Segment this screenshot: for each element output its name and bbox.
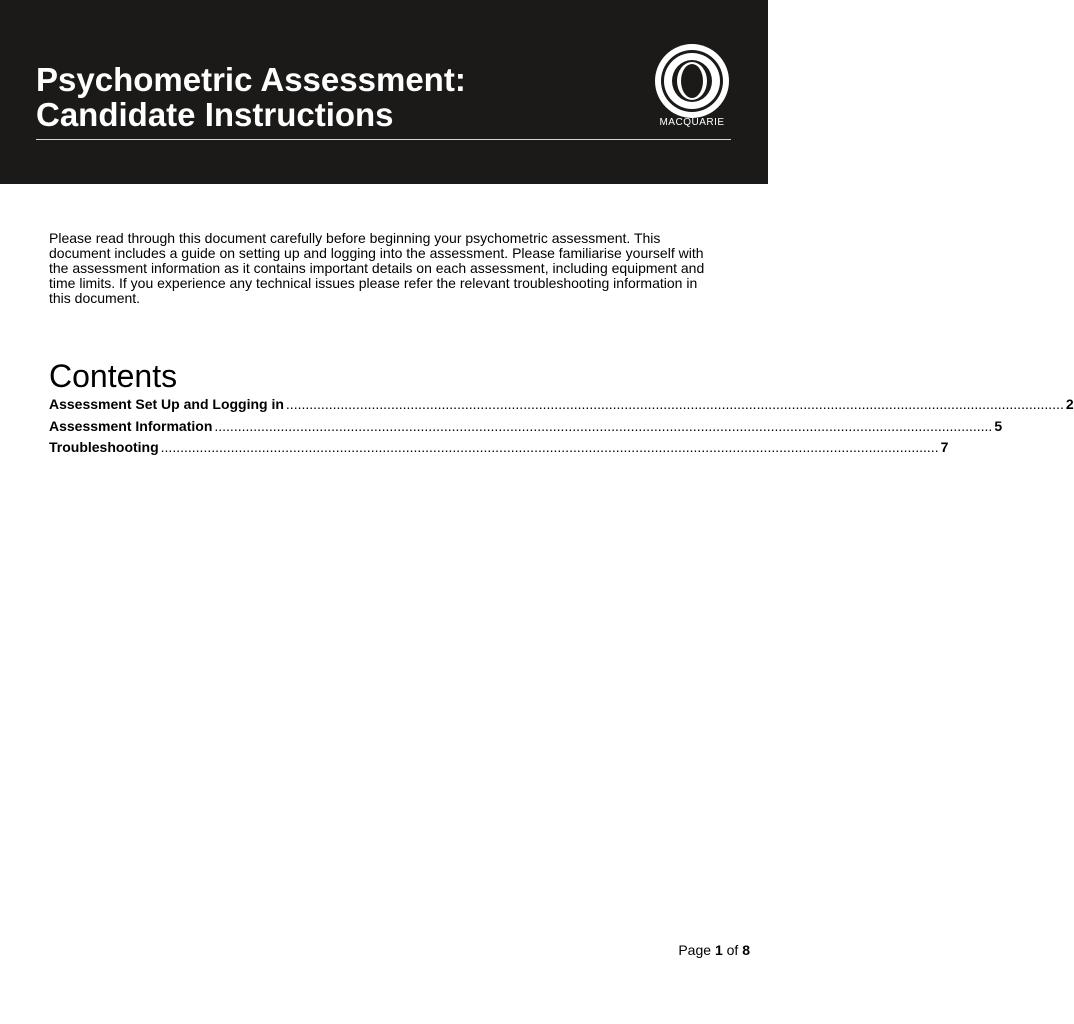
document-title-line-1: Psychometric Assessment:	[36, 61, 466, 98]
macquarie-logo	[652, 47, 732, 129]
toc-item-setup[interactable]	[49, 394, 1074, 416]
toc-item-page[interactable]: 2	[1065, 396, 1074, 412]
toc-leader-dots: ........................................................................................................................................................................................................	[285, 396, 1064, 412]
toc-item-label[interactable]: Troubleshooting	[49, 439, 159, 455]
page-label: Page	[678, 942, 712, 958]
document-title	[36, 62, 466, 132]
logo-wordmark: MACQUARIE	[659, 117, 725, 128]
document-title-line-2: Candidate Instructions	[36, 96, 394, 133]
table-of-contents	[49, 394, 1074, 459]
header-divider	[36, 139, 731, 140]
document-header	[0, 0, 768, 184]
toc-item-page[interactable]: 5	[994, 417, 1003, 434]
toc-item-information[interactable]	[49, 416, 1003, 438]
toc-item-page[interactable]: 7	[940, 439, 949, 455]
contents-heading: Contents	[49, 358, 178, 394]
total-pages: 8	[742, 942, 750, 958]
current-page: 1	[714, 942, 723, 958]
toc-item-label[interactable]: Assessment Information	[49, 417, 213, 434]
macquarie-holey-dollar-icon	[652, 47, 732, 117]
of-label: of	[726, 942, 739, 958]
toc-item-troubleshooting[interactable]	[49, 437, 949, 459]
page-number	[678, 942, 750, 958]
intro-paragraph: Please read through this document carefully before beginning your psychometric assessment. This document includes a guide on setting up and logging into the assessment. Please familiarise yourself with the assessment information as it contains important details on each assessment, including equipment and time limits. If you experience any technical issues please refer the relevant troubleshooting information in this document.	[49, 230, 705, 306]
toc-leader-dots: ........................................................................................................................................................................................................	[160, 439, 939, 455]
toc-leader-dots: ........................................................................................................................................................................................................	[214, 417, 993, 434]
toc-item-label[interactable]: Assessment Set Up and Logging in	[49, 396, 284, 412]
